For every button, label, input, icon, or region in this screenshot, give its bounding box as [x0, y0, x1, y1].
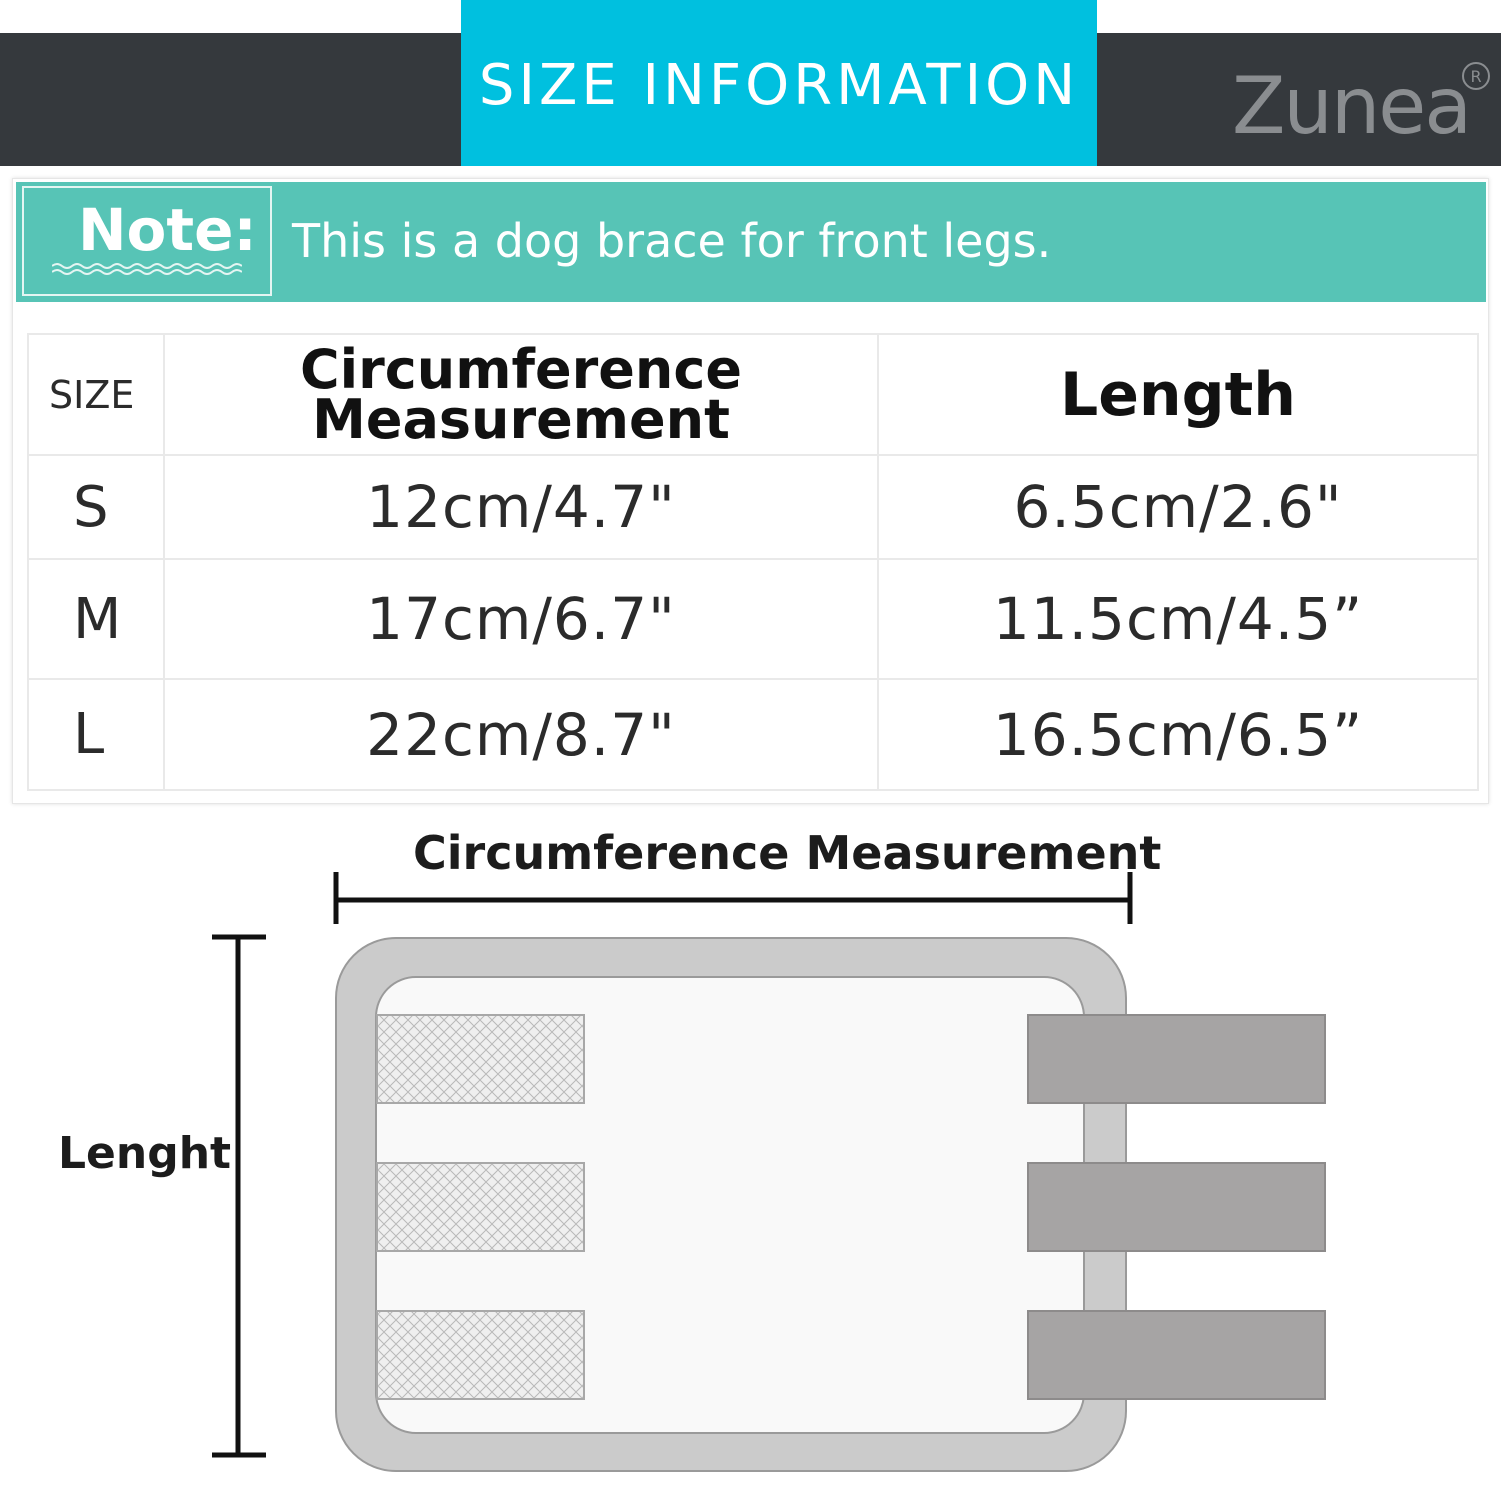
mesh-pad [377, 1163, 584, 1251]
circumference-cell: 17cm/6.7" [164, 559, 878, 679]
mesh-pad [377, 1311, 584, 1399]
size-table [27, 333, 1479, 791]
circumference-measurement-label: Circumference Measurement [413, 826, 1162, 880]
size-cell: L [28, 679, 164, 790]
column-header-size: SIZE [28, 334, 164, 455]
note-text: This is a dog brace for front legs. [292, 214, 1052, 268]
circumference-cell: 22cm/8.7" [164, 679, 878, 790]
velcro-strap [1028, 1163, 1325, 1251]
velcro-strap [1028, 1015, 1325, 1103]
brand-logo: Zunea [1232, 62, 1471, 152]
length-cell: 11.5cm/4.5” [878, 559, 1478, 679]
length-cell: 16.5cm/6.5” [878, 679, 1478, 790]
size-cell: S [28, 455, 164, 559]
column-header-length: Length [878, 334, 1478, 455]
length-dimension-line [212, 937, 266, 1455]
length-measurement-label: Lenght [58, 1128, 232, 1179]
mesh-pad [377, 1015, 584, 1103]
page-title: SIZE INFORMATION [478, 52, 1080, 118]
length-cell: 6.5cm/2.6" [878, 455, 1478, 559]
velcro-strap [1028, 1311, 1325, 1399]
table-row [28, 679, 1478, 790]
table-header-row [28, 334, 1478, 455]
header-tab [461, 0, 1097, 166]
table-row [28, 455, 1478, 559]
brace-inner-panel [376, 977, 1084, 1433]
column-header-circumference-line2: Measurement [312, 387, 730, 451]
registered-mark-icon: R [1462, 62, 1490, 90]
column-header-circumference [164, 334, 878, 455]
circumference-cell: 12cm/4.7" [164, 455, 878, 559]
size-cell: M [28, 559, 164, 679]
table-row [28, 559, 1478, 679]
note-label: Note: [78, 196, 257, 264]
wave-decoration-icon [52, 262, 242, 276]
brace-outer-frame [336, 938, 1126, 1471]
column-header-circumference-line1: Circumference [300, 337, 742, 401]
